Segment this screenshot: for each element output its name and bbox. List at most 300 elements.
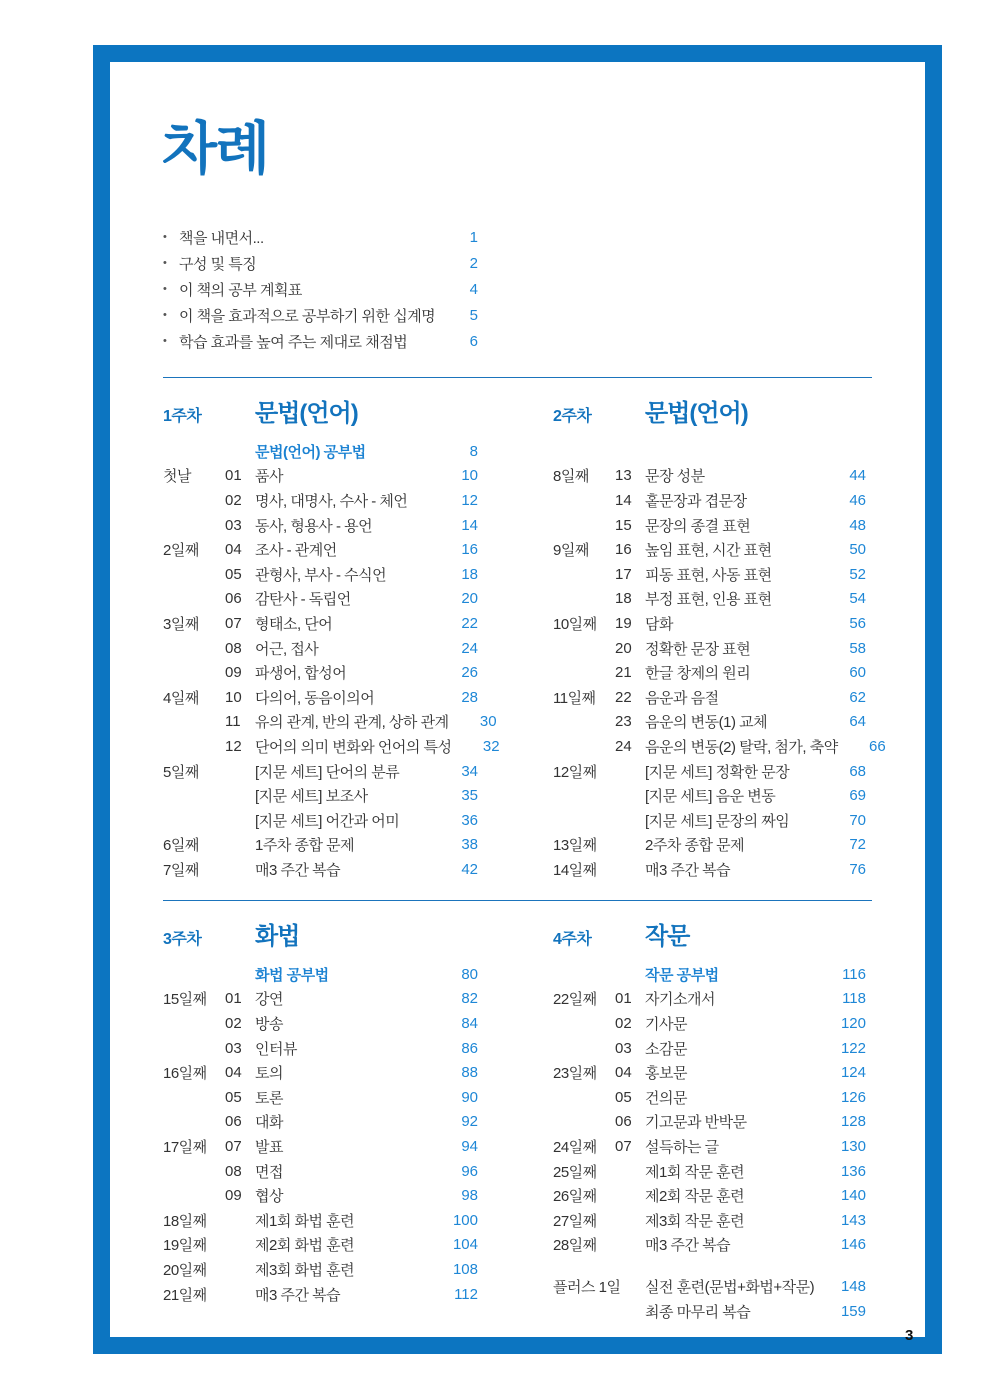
- lesson-page-number[interactable]: 124: [840, 1064, 866, 1082]
- lesson-title[interactable]: 실전 훈련(문법+화법+작문): [645, 1278, 815, 1296]
- front-matter-list: [163, 224, 478, 354]
- toc-row[interactable]: [163, 857, 478, 882]
- lesson-title[interactable]: 인터뷰: [255, 1040, 297, 1058]
- toc-row[interactable]: [163, 660, 478, 685]
- toc-row[interactable]: [163, 962, 478, 987]
- toc-row[interactable]: [163, 562, 478, 587]
- day-label: 첫날: [163, 468, 191, 486]
- section-header: [553, 916, 866, 950]
- front-matter-label[interactable]: 학습 효과를 높여 주는 제대로 채점법: [179, 333, 408, 351]
- day-label: 8일째: [553, 468, 589, 486]
- day-label: 15일째: [163, 991, 207, 1009]
- lesson-number: 09: [225, 664, 242, 682]
- lesson-page-number[interactable]: 66: [869, 737, 886, 755]
- toc-row[interactable]: [163, 710, 497, 735]
- lesson-page-number[interactable]: 46: [849, 491, 866, 509]
- day-label: 24일째: [553, 1138, 597, 1156]
- toc-band: [163, 900, 872, 1323]
- lesson-page-number[interactable]: 30: [479, 713, 497, 731]
- day-label: 13일째: [553, 837, 597, 855]
- lesson-title[interactable]: [지문 세트] 단어의 분류: [255, 763, 400, 781]
- lesson-page-number[interactable]: 14: [461, 516, 478, 534]
- lesson-title[interactable]: 문장 성분: [645, 468, 705, 486]
- toc-row[interactable]: [553, 1036, 866, 1061]
- day-label: 5일째: [163, 763, 199, 781]
- lesson-number: 08: [225, 1162, 242, 1180]
- lesson-title[interactable]: 토론: [255, 1089, 283, 1107]
- lesson-title[interactable]: 대화: [255, 1114, 283, 1132]
- day-label: 6일째: [163, 837, 199, 855]
- lesson-page-number[interactable]: 28: [461, 688, 478, 706]
- toc-row[interactable]: [163, 464, 478, 489]
- bullet-icon: •: [163, 231, 167, 243]
- lesson-title[interactable]: 문장의 종결 표현: [645, 517, 751, 535]
- lesson-page-number[interactable]: 12: [461, 491, 478, 509]
- lesson-number: 12: [225, 737, 242, 755]
- lesson-number: 13: [615, 467, 632, 485]
- lesson-title[interactable]: 관형사, 부사 - 수식언: [255, 566, 387, 584]
- lesson-number: 02: [225, 1014, 242, 1032]
- toc-row[interactable]: [163, 636, 478, 661]
- toc-row[interactable]: [163, 1036, 478, 1061]
- section-title: 문법(언어): [645, 400, 748, 427]
- toc-row[interactable]: [553, 808, 866, 833]
- day-label: 3일째: [163, 615, 199, 633]
- lesson-title[interactable]: 매3 주간 복습: [255, 1286, 341, 1304]
- lesson-title[interactable]: 매3 주간 복습: [645, 861, 731, 879]
- lesson-title[interactable]: 제1회 작문 훈련: [645, 1163, 745, 1181]
- lesson-title[interactable]: 1주차 종합 문제: [255, 837, 355, 855]
- lesson-page-number[interactable]: 140: [840, 1187, 866, 1205]
- toc-row[interactable]: [553, 562, 866, 587]
- lesson-number: 01: [225, 990, 242, 1008]
- toc-row[interactable]: [553, 783, 866, 808]
- day-label: 17일째: [163, 1138, 207, 1156]
- lesson-page-number[interactable]: 68: [849, 762, 866, 780]
- lesson-number: 01: [225, 467, 242, 485]
- lesson-title[interactable]: 기고문과 반박문: [645, 1114, 747, 1132]
- lesson-page-number[interactable]: 116: [842, 965, 866, 983]
- lesson-title[interactable]: 품사: [255, 468, 283, 486]
- toc-row[interactable]: [553, 1159, 866, 1184]
- toc-row[interactable]: [163, 513, 478, 538]
- day-label: 14일째: [553, 861, 597, 879]
- section-rows: [163, 962, 478, 1306]
- lesson-title[interactable]: 소감문: [645, 1040, 687, 1058]
- day-label: 11일째: [553, 689, 596, 707]
- lesson-page-number[interactable]: 35: [461, 787, 478, 805]
- day-label: 22일째: [553, 991, 597, 1009]
- front-matter-label[interactable]: 구성 및 특징: [179, 255, 257, 273]
- front-matter-page-number[interactable]: 5: [469, 306, 478, 324]
- section-rows: [163, 439, 500, 882]
- toc-row[interactable]: [163, 1183, 478, 1208]
- toc-row[interactable]: [163, 439, 478, 464]
- lesson-number: 06: [615, 1113, 632, 1131]
- week-label: 1주차: [163, 408, 202, 425]
- page-number: 3: [905, 1327, 914, 1344]
- toc-row[interactable]: [163, 1011, 478, 1036]
- lesson-title[interactable]: 동사, 형용사 - 용언: [255, 517, 373, 535]
- lesson-title[interactable]: 매3 주간 복습: [645, 1237, 731, 1255]
- lesson-title[interactable]: 발표: [255, 1138, 283, 1156]
- lesson-title[interactable]: 설득하는 글: [645, 1138, 719, 1156]
- toc-row[interactable]: [553, 1183, 866, 1208]
- toc-band-columns: [163, 393, 886, 882]
- lesson-number: 19: [615, 614, 632, 632]
- bullet-icon: •: [163, 257, 167, 269]
- lesson-page-number[interactable]: 84: [461, 1014, 478, 1032]
- toc-row[interactable]: [553, 987, 866, 1012]
- section-rows: [553, 962, 866, 1323]
- toc-row[interactable]: [163, 808, 478, 833]
- front-matter-page-number[interactable]: 1: [469, 228, 478, 246]
- lesson-title[interactable]: 강연: [255, 991, 283, 1009]
- lesson-page-number[interactable]: 16: [461, 541, 478, 559]
- lesson-page-number[interactable]: 60: [849, 664, 866, 682]
- lesson-page-number[interactable]: 76: [849, 860, 866, 878]
- lesson-page-number[interactable]: 118: [842, 990, 866, 1008]
- lesson-page-number[interactable]: 80: [461, 965, 478, 983]
- lesson-number: 24: [615, 737, 632, 755]
- lesson-title[interactable]: [지문 세트] 문장의 짜임: [645, 812, 790, 830]
- toc-row[interactable]: [163, 1060, 478, 1085]
- section-header: [553, 393, 866, 427]
- toc-row[interactable]: [163, 685, 478, 710]
- lesson-number: 05: [225, 565, 242, 583]
- lesson-number: 03: [225, 1039, 242, 1057]
- toc-row[interactable]: [163, 488, 478, 513]
- day-label: 플러스 1일: [553, 1278, 621, 1296]
- lesson-title[interactable]: 제3회 화법 훈련: [255, 1261, 355, 1279]
- lesson-number: 07: [225, 1137, 242, 1155]
- lesson-title[interactable]: 감탄사 - 독립언: [255, 591, 351, 609]
- lesson-page-number[interactable]: 98: [461, 1187, 478, 1205]
- toc-row[interactable]: [163, 734, 500, 759]
- toc-section: [163, 916, 478, 1306]
- lesson-title[interactable]: 문법(언어) 공부법: [255, 443, 366, 461]
- toc-row[interactable]: [163, 1257, 478, 1282]
- toc-section: [163, 393, 500, 882]
- lesson-page-number[interactable]: 69: [849, 787, 866, 805]
- lesson-page-number[interactable]: 24: [461, 639, 478, 657]
- lesson-page-number[interactable]: 20: [461, 590, 478, 608]
- lesson-page-number[interactable]: 58: [849, 639, 866, 657]
- front-matter-item: [163, 328, 478, 354]
- lesson-number: 02: [615, 1014, 632, 1032]
- lesson-title[interactable]: 음운의 변동(2) 탈락, 첨가, 축약: [645, 738, 838, 756]
- lesson-number: 05: [615, 1088, 632, 1106]
- toc-row[interactable]: [163, 1085, 478, 1110]
- lesson-page-number[interactable]: 108: [452, 1260, 478, 1278]
- lesson-number: 01: [615, 990, 632, 1008]
- lesson-number: 20: [615, 639, 632, 657]
- toc-row[interactable]: [553, 1274, 866, 1299]
- lesson-page-number[interactable]: 26: [461, 664, 478, 682]
- lesson-page-number[interactable]: 36: [461, 811, 478, 829]
- lesson-title[interactable]: 최종 마무리 복습: [645, 1303, 751, 1321]
- toc-row[interactable]: [163, 587, 478, 612]
- lesson-page-number[interactable]: 143: [840, 1211, 866, 1229]
- lesson-page-number[interactable]: 32: [482, 737, 500, 755]
- lesson-page-number[interactable]: 82: [461, 990, 478, 1008]
- front-matter-page-number[interactable]: 4: [469, 280, 478, 298]
- lesson-page-number[interactable]: 56: [849, 614, 866, 632]
- week-label: 3주차: [163, 931, 202, 948]
- lesson-page-number[interactable]: 94: [461, 1137, 478, 1155]
- toc-row[interactable]: [163, 1110, 478, 1135]
- toc-row[interactable]: [163, 1159, 478, 1184]
- lesson-page-number[interactable]: 88: [461, 1064, 478, 1082]
- lesson-title[interactable]: 방송: [255, 1015, 283, 1033]
- toc-row[interactable]: [163, 833, 478, 858]
- toc-row[interactable]: [163, 537, 478, 562]
- toc-row[interactable]: [553, 759, 866, 784]
- lesson-title[interactable]: 높임 표현, 시간 표현: [645, 542, 772, 560]
- lesson-page-number[interactable]: 90: [461, 1088, 478, 1106]
- bullet-icon: •: [163, 309, 167, 321]
- section-rows: [553, 439, 886, 882]
- front-matter-label[interactable]: 책을 내면서...: [179, 229, 264, 247]
- lesson-title[interactable]: 자기소개서: [645, 991, 715, 1009]
- lesson-number: 03: [615, 1039, 632, 1057]
- lesson-page-number[interactable]: 112: [454, 1285, 478, 1303]
- toc-row[interactable]: [553, 1110, 866, 1135]
- lesson-title[interactable]: 제1회 화법 훈련: [255, 1212, 355, 1230]
- toc-row[interactable]: [163, 759, 478, 784]
- lesson-page-number[interactable]: 130: [840, 1137, 866, 1155]
- toc-row[interactable]: [553, 1134, 866, 1159]
- lesson-page-number[interactable]: 50: [849, 541, 866, 559]
- lesson-title[interactable]: 2주차 종합 문제: [645, 837, 745, 855]
- day-label: 18일째: [163, 1212, 207, 1230]
- lesson-page-number[interactable]: 136: [840, 1162, 866, 1180]
- lesson-number: 03: [225, 516, 242, 534]
- lesson-title[interactable]: 홑문장과 겹문장: [645, 492, 747, 510]
- lesson-number: 05: [225, 1088, 242, 1106]
- toc-row[interactable]: [553, 734, 886, 759]
- section-title: 작문: [645, 923, 690, 950]
- front-matter-item: [163, 224, 478, 250]
- lesson-title[interactable]: 형태소, 단어: [255, 615, 333, 633]
- lesson-page-number[interactable]: 148: [840, 1277, 866, 1295]
- toc-row[interactable]: [163, 1282, 478, 1307]
- toc-row[interactable]: [553, 1233, 866, 1258]
- toc-row[interactable]: [553, 439, 866, 464]
- lesson-title[interactable]: 작문 공부법: [645, 966, 719, 984]
- toc-row[interactable]: [553, 611, 866, 636]
- lesson-title[interactable]: [지문 세트] 음운 변동: [645, 788, 776, 806]
- lesson-page-number[interactable]: 70: [849, 811, 866, 829]
- day-label: 25일째: [553, 1163, 597, 1181]
- section-header: [163, 393, 478, 427]
- toc-row[interactable]: [553, 587, 866, 612]
- day-label: 7일째: [163, 861, 199, 879]
- lesson-page-number[interactable]: 92: [461, 1113, 478, 1131]
- front-matter-item: [163, 302, 478, 328]
- lesson-page-number[interactable]: 128: [840, 1113, 866, 1131]
- lesson-page-number[interactable]: 54: [849, 590, 866, 608]
- front-matter-label[interactable]: 이 책을 효과적으로 공부하기 위한 십계명: [179, 307, 436, 325]
- lesson-title[interactable]: 명사, 대명사, 수사 - 체언: [255, 492, 408, 510]
- toc-row[interactable]: [163, 1134, 478, 1159]
- lesson-page-number[interactable]: 72: [849, 836, 866, 854]
- lesson-number: 17: [615, 565, 632, 583]
- lesson-title[interactable]: 매3 주간 복습: [255, 861, 341, 879]
- toc-row[interactable]: [553, 1299, 866, 1324]
- toc-row[interactable]: [553, 537, 866, 562]
- lesson-title[interactable]: 제3회 작문 훈련: [645, 1212, 745, 1230]
- lesson-page-number[interactable]: 10: [461, 467, 478, 485]
- lesson-title[interactable]: 기사문: [645, 1015, 687, 1033]
- lesson-title[interactable]: 음운의 변동(1) 교체: [645, 714, 768, 732]
- lesson-number: 11: [225, 713, 241, 731]
- lesson-page-number[interactable]: 34: [461, 762, 478, 780]
- toc-band: [163, 377, 886, 882]
- toc-row[interactable]: [553, 488, 866, 513]
- lesson-page-number[interactable]: 38: [461, 836, 478, 854]
- front-matter-item: [163, 276, 478, 302]
- lesson-title[interactable]: 홍보문: [645, 1065, 687, 1083]
- day-label: 12일째: [553, 763, 597, 781]
- toc-row[interactable]: [553, 710, 866, 735]
- lesson-number: 22: [615, 688, 632, 706]
- lesson-title[interactable]: 파생어, 합성어: [255, 665, 347, 683]
- lesson-title[interactable]: 단어의 의미 변화와 언어의 특성: [255, 738, 452, 756]
- toc-row[interactable]: [163, 987, 478, 1012]
- day-label: 28일째: [553, 1237, 597, 1255]
- lesson-title[interactable]: 제2회 작문 훈련: [645, 1188, 745, 1206]
- lesson-number: 07: [615, 1137, 632, 1155]
- lesson-number: 15: [615, 516, 632, 534]
- lesson-title[interactable]: 건의문: [645, 1089, 687, 1107]
- lesson-number: 10: [225, 688, 242, 706]
- lesson-number: 07: [225, 614, 242, 632]
- lesson-title[interactable]: 음운과 음절: [645, 689, 719, 707]
- lesson-number: 06: [225, 1113, 242, 1131]
- lesson-page-number[interactable]: 100: [452, 1211, 478, 1229]
- toc-row[interactable]: [553, 685, 866, 710]
- toc-section: [553, 393, 886, 882]
- day-label: 2일째: [163, 542, 199, 560]
- toc-row[interactable]: [163, 611, 478, 636]
- toc-section: [553, 916, 866, 1323]
- lesson-page-number[interactable]: 22: [461, 614, 478, 632]
- front-matter-page-number[interactable]: 6: [469, 332, 478, 350]
- lesson-number: 09: [225, 1187, 242, 1205]
- toc-row[interactable]: [553, 1011, 866, 1036]
- lesson-title[interactable]: 유의 관계, 반의 관계, 상하 관계: [255, 714, 449, 732]
- lesson-number: 04: [225, 1064, 242, 1082]
- bullet-icon: •: [163, 335, 167, 347]
- lesson-title[interactable]: 부정 표현, 인용 표현: [645, 591, 772, 609]
- day-label: 16일째: [163, 1065, 207, 1083]
- lesson-number: 02: [225, 491, 242, 509]
- lesson-number: 18: [615, 590, 632, 608]
- toc-row[interactable]: [553, 464, 866, 489]
- lesson-title[interactable]: 담화: [645, 615, 673, 633]
- toc-row[interactable]: [553, 857, 866, 882]
- lesson-page-number[interactable]: 159: [840, 1302, 866, 1320]
- section-title: 화법: [255, 923, 300, 950]
- lesson-number: 06: [225, 590, 242, 608]
- day-label: 9일째: [553, 542, 589, 560]
- day-label: 20일째: [163, 1261, 207, 1279]
- lesson-page-number[interactable]: 86: [461, 1039, 478, 1057]
- lesson-title[interactable]: 토의: [255, 1065, 283, 1083]
- lesson-title[interactable]: [지문 세트] 정확한 문장: [645, 763, 790, 781]
- toc-row[interactable]: [553, 636, 866, 661]
- lesson-page-number[interactable]: 42: [461, 860, 478, 878]
- lesson-title[interactable]: 조사 - 관계언: [255, 542, 337, 560]
- lesson-title[interactable]: 정확한 문장 표현: [645, 640, 751, 658]
- toc-row[interactable]: [553, 1060, 866, 1085]
- day-label: 4일째: [163, 689, 199, 707]
- lesson-title[interactable]: [지문 세트] 어간과 어미: [255, 812, 400, 830]
- lesson-title[interactable]: 제2회 화법 훈련: [255, 1237, 355, 1255]
- toc-row[interactable]: [163, 783, 478, 808]
- lesson-title[interactable]: 화법 공부법: [255, 966, 329, 984]
- lesson-number: 04: [225, 541, 242, 559]
- section-title: 문법(언어): [255, 400, 358, 427]
- lesson-title[interactable]: 다의어, 동음이의어: [255, 689, 375, 707]
- toc-row[interactable]: [553, 1085, 866, 1110]
- toc-row[interactable]: [553, 513, 866, 538]
- lesson-page-number[interactable]: 44: [849, 467, 866, 485]
- lesson-page-number[interactable]: 96: [461, 1162, 478, 1180]
- day-label: 19일째: [163, 1237, 207, 1255]
- day-label: 23일째: [553, 1065, 597, 1083]
- lesson-page-number[interactable]: 146: [840, 1236, 866, 1254]
- day-label: 10일째: [553, 615, 597, 633]
- page-title: 차례: [162, 117, 269, 181]
- toc-row[interactable]: [163, 1208, 478, 1233]
- lesson-title[interactable]: 협상: [255, 1188, 283, 1206]
- front-matter-item: [163, 250, 478, 276]
- lesson-page-number[interactable]: 64: [849, 713, 866, 731]
- lesson-page-number[interactable]: 48: [849, 516, 866, 534]
- toc-row[interactable]: [553, 660, 866, 685]
- lesson-page-number[interactable]: 8: [469, 442, 478, 460]
- toc-row[interactable]: [553, 1208, 866, 1233]
- lesson-title[interactable]: 한글 창제의 원리: [645, 665, 751, 683]
- week-label: 4주차: [553, 931, 592, 948]
- toc-row[interactable]: [163, 1233, 478, 1258]
- week-label: 2주차: [553, 408, 592, 425]
- lesson-page-number[interactable]: 126: [840, 1088, 866, 1106]
- section-header: [163, 916, 478, 950]
- lesson-page-number[interactable]: 62: [849, 688, 866, 706]
- lesson-page-number[interactable]: 122: [840, 1039, 866, 1057]
- day-label: 26일째: [553, 1188, 597, 1206]
- lesson-number: 14: [615, 491, 632, 509]
- lesson-title[interactable]: 어근, 접사: [255, 640, 319, 658]
- lesson-title[interactable]: 피동 표현, 사동 표현: [645, 566, 772, 584]
- lesson-page-number[interactable]: 104: [452, 1236, 478, 1254]
- lesson-title[interactable]: [지문 세트] 보조사: [255, 788, 368, 806]
- bullet-icon: •: [163, 283, 167, 295]
- day-label: 27일째: [553, 1212, 597, 1230]
- toc-row[interactable]: [553, 962, 866, 987]
- lesson-title[interactable]: 면접: [255, 1163, 283, 1181]
- lesson-page-number[interactable]: 120: [840, 1014, 866, 1032]
- toc-row[interactable]: [553, 833, 866, 858]
- lesson-number: 08: [225, 639, 242, 657]
- lesson-page-number[interactable]: 52: [849, 565, 866, 583]
- lesson-page-number[interactable]: 18: [461, 565, 478, 583]
- front-matter-page-number[interactable]: 2: [469, 254, 478, 272]
- front-matter-label[interactable]: 이 책의 공부 계획표: [179, 281, 302, 299]
